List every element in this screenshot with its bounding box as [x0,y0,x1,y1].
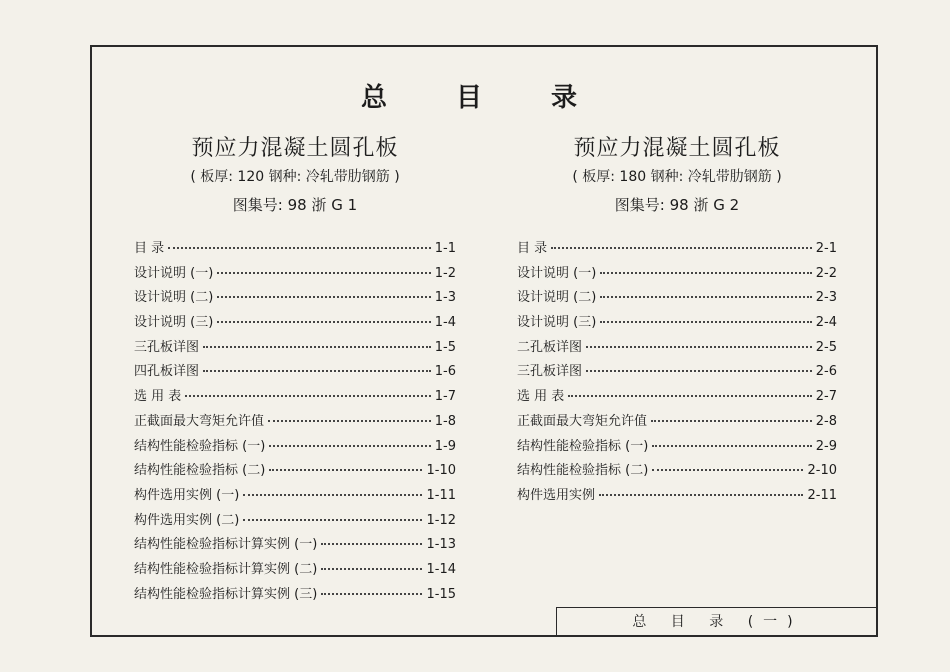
right-title: 预应力混凝土圆孔板 [573,136,781,161]
footer-title-box: 总 目 录 (一) [556,607,878,637]
toc-entry [517,311,837,336]
toc-entry-label: 目 录 [517,241,548,256]
toc-leader-dots [168,247,431,249]
toc-entry-label: 设计说明 (一) [517,265,597,281]
toc-entry-label: 正截面最大弯矩允许值 [134,413,265,429]
left-atlas-number: 图集号: 98 浙 G 1 [232,196,358,214]
left-column [134,131,456,607]
page-frame [90,45,878,637]
toc-entry-label: 设计说明 (一) [134,265,214,281]
toc-entry-label: 构件选用实例 [517,487,596,503]
right-atlas-number: 图集号: 98 浙 G 2 [614,196,740,214]
toc-entry [134,435,456,460]
left-toc [134,237,456,607]
toc-entry-label: 结构性能检验指标计算实例 (一) [134,537,318,553]
toc-entry [517,237,837,262]
left-title: 预应力混凝土圆孔板 [191,136,399,161]
toc-leader-dots [321,593,422,595]
toc-leader-dots [203,370,431,372]
toc-entry-page: 2-9 [815,438,837,454]
toc-leader-dots [243,519,422,521]
toc-entry [134,509,456,534]
toc-entry [134,385,456,410]
toc-entry-page: 2-7 [815,389,837,405]
toc-entry [134,237,456,262]
toc-leader-dots [568,395,812,397]
toc-entry-page: 1-11 [426,487,456,503]
toc-entry [134,558,456,583]
toc-entry [517,484,837,509]
toc-leader-dots [203,346,431,348]
left-subtitle: ( 板厚: 120 钢种: 冷轧带肋钢筋 ) [190,169,400,185]
toc-leader-dots [217,272,430,274]
toc-entry-page: 1-3 [434,290,456,306]
right-toc [517,237,837,509]
toc-leader-dots [321,543,422,545]
page-title: 总 目 录 [360,83,608,113]
toc-entry-page: 1-8 [434,413,456,429]
toc-entry-page: 1-9 [434,438,456,454]
toc-leader-dots [321,568,422,570]
toc-leader-dots [600,296,811,298]
toc-entry [134,360,456,385]
toc-entry-page: 2-5 [815,339,837,355]
toc-leader-dots [586,346,812,348]
toc-entry [517,336,837,361]
toc-entry [134,484,456,509]
toc-entry-page: 1-12 [426,512,456,528]
toc-entry-label: 结构性能检验指标 (一) [517,438,649,454]
right-subtitle: ( 板厚: 180 钢种: 冷轧带肋钢筋 ) [572,169,782,185]
toc-entry-page: 1-14 [426,561,456,577]
toc-entry-page: 2-4 [815,315,837,331]
toc-leader-dots [217,321,430,323]
toc-entry-label: 构件选用实例 (二) [134,512,240,528]
toc-entry-label: 选 用 表 [517,389,565,405]
toc-entry-page: 2-11 [807,487,837,503]
toc-entry [134,459,456,484]
toc-entry [134,262,456,287]
toc-entry [517,286,837,311]
toc-entry-label: 目 录 [134,241,165,256]
toc-entry-label: 三孔板详图 [517,364,583,380]
toc-entry-label: 结构性能检验指标 (一) [134,438,266,454]
toc-entry-label: 设计说明 (三) [134,315,214,331]
toc-entry-page: 1-1 [434,241,456,256]
toc-entry [517,459,837,484]
toc-leader-dots [268,420,431,422]
toc-leader-dots [600,321,811,323]
toc-leader-dots [599,494,803,496]
toc-entry [134,410,456,435]
toc-entry-label: 结构性能检验指标 (二) [517,463,649,479]
toc-entry-label: 设计说明 (三) [517,315,597,331]
toc-entry-label: 选 用 表 [134,389,182,405]
toc-entry [134,533,456,558]
toc-entry-label: 构件选用实例 (一) [134,487,240,503]
toc-entry [517,435,837,460]
toc-entry-page: 2-8 [815,413,837,429]
toc-entry-page: 2-10 [807,463,837,479]
toc-leader-dots [652,445,811,447]
toc-entry [134,286,456,311]
toc-entry [134,336,456,361]
toc-entry-label: 结构性能检验指标计算实例 (三) [134,586,318,602]
toc-entry-label: 设计说明 (二) [134,290,214,306]
toc-entry-page: 1-4 [434,315,456,331]
toc-entry-page: 2-1 [815,241,837,256]
right-header [517,131,837,215]
toc-entry-page: 1-10 [426,463,456,479]
toc-entry-page: 1-15 [426,586,456,602]
toc-entry-label: 结构性能检验指标计算实例 (二) [134,561,318,577]
toc-entry-page: 2-2 [815,265,837,281]
toc-leader-dots [217,296,430,298]
toc-leader-dots [185,395,431,397]
left-header [134,131,456,215]
toc-entry-page: 1-2 [434,265,456,281]
toc-entry-label: 设计说明 (二) [517,290,597,306]
toc-entry-page: 2-3 [815,290,837,306]
toc-entry-label: 结构性能检验指标 (二) [134,463,266,479]
toc-entry-page: 1-6 [434,364,456,380]
toc-entry-label: 四孔板详图 [134,364,200,380]
toc-leader-dots [586,370,812,372]
toc-entry-label: 二孔板详图 [517,339,583,355]
toc-entry-label: 三孔板详图 [134,339,200,355]
toc-entry-page: 2-6 [815,364,837,380]
toc-entry [134,311,456,336]
toc-leader-dots [269,445,430,447]
toc-leader-dots [651,420,812,422]
toc-entry-page: 1-13 [426,537,456,553]
toc-leader-dots [551,247,812,249]
right-column [517,131,837,509]
toc-leader-dots [243,494,422,496]
toc-leader-dots [600,272,811,274]
toc-entry [134,583,456,608]
toc-entry [517,262,837,287]
toc-entry-page: 1-7 [434,389,456,405]
toc-entry-page: 1-5 [434,339,456,355]
toc-leader-dots [269,469,422,471]
toc-leader-dots [652,469,803,471]
toc-entry [517,385,837,410]
toc-entry [517,360,837,385]
toc-entry [517,410,837,435]
toc-entry-label: 正截面最大弯矩允许值 [517,413,648,429]
